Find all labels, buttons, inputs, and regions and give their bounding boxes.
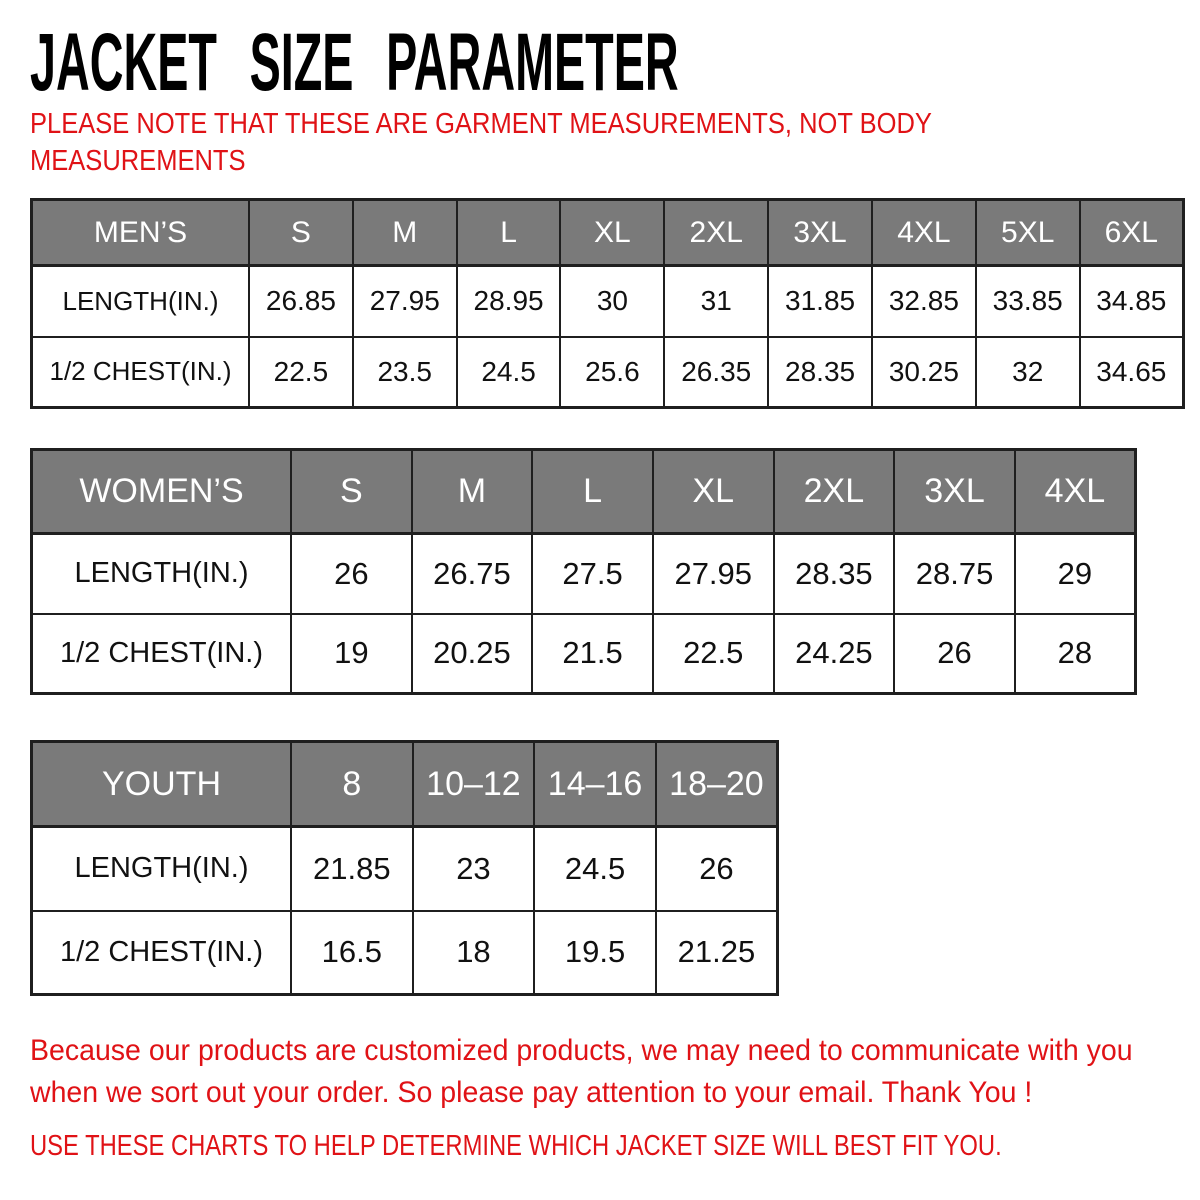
size-header-cell: 6XL: [1080, 200, 1184, 266]
measurement-label-cell: 1/2 CHEST(IN.): [32, 911, 292, 995]
measurement-value-cell: 32.85: [872, 266, 976, 337]
size-header-cell: 5XL: [976, 200, 1080, 266]
measurement-value-cell: 21.85: [291, 827, 413, 911]
measurement-value-cell: 26.75: [412, 534, 533, 614]
garment-note-line-1: PLEASE NOTE THAT THESE ARE GARMENT MEASUREMENTS, NOT BODY: [30, 108, 932, 140]
youth-size-table: [30, 740, 779, 996]
customization-notice-line-1: Because our products are customized products, we may need to communicate with you: [30, 1034, 1133, 1067]
measurement-label-cell: 1/2 CHEST(IN.): [32, 337, 250, 408]
size-header-cell: S: [249, 200, 353, 266]
measurement-value-cell: 20.25: [412, 614, 533, 694]
table-row: [32, 266, 1184, 337]
measurement-value-cell: 26.85: [249, 266, 353, 337]
size-header-cell: M: [353, 200, 457, 266]
size-header-cell: L: [457, 200, 561, 266]
measurement-value-cell: 23.5: [353, 337, 457, 408]
measurement-value-cell: 24.25: [774, 614, 895, 694]
size-header-cell: M: [412, 450, 533, 534]
size-header-cell: 3XL: [768, 200, 872, 266]
size-header-cell: 10–12: [413, 742, 535, 827]
measurement-value-cell: 25.6: [560, 337, 664, 408]
measurement-value-cell: 29: [1015, 534, 1136, 614]
size-header-cell: 4XL: [872, 200, 976, 266]
measurement-value-cell: 26.35: [664, 337, 768, 408]
measurement-label-cell: 1/2 CHEST(IN.): [32, 614, 292, 694]
table-title-cell: MEN’S: [32, 200, 250, 266]
page-title: JACKET SIZE PARAMETER: [30, 17, 679, 108]
womens-size-table: [30, 448, 1137, 695]
size-header-cell: L: [532, 450, 653, 534]
table-row: [32, 337, 1184, 408]
measurement-value-cell: 33.85: [976, 266, 1080, 337]
measurement-value-cell: 21.25: [656, 911, 778, 995]
measurement-value-cell: 19.5: [534, 911, 656, 995]
measurement-value-cell: 34.65: [1080, 337, 1184, 408]
table-header-row: [32, 200, 1184, 266]
size-header-cell: 2XL: [774, 450, 895, 534]
measurement-value-cell: 30: [560, 266, 664, 337]
measurement-value-cell: 28.35: [774, 534, 895, 614]
table-row: [32, 911, 778, 995]
measurement-value-cell: 32: [976, 337, 1080, 408]
measurement-value-cell: 30.25: [872, 337, 976, 408]
measurement-value-cell: 18: [413, 911, 535, 995]
fit-advice-text: USE THESE CHARTS TO HELP DETERMINE WHICH JACKET SIZE WILL BEST FIT YOU.: [30, 1130, 1002, 1162]
measurement-value-cell: 26: [894, 614, 1015, 694]
size-header-cell: 18–20: [656, 742, 778, 827]
measurement-value-cell: 34.85: [1080, 266, 1184, 337]
measurement-value-cell: 24.5: [457, 337, 561, 408]
measurement-value-cell: 31.85: [768, 266, 872, 337]
table-title-cell: YOUTH: [32, 742, 292, 827]
measurement-value-cell: 22.5: [653, 614, 774, 694]
table-header-row: [32, 742, 778, 827]
table-title-cell: WOMEN’S: [32, 450, 292, 534]
measurement-label-cell: LENGTH(IN.): [32, 266, 250, 337]
mens-size-table: [30, 198, 1185, 409]
customization-notice: [30, 1030, 1133, 1114]
measurement-value-cell: 27.95: [653, 534, 774, 614]
measurement-value-cell: 26: [656, 827, 778, 911]
measurement-value-cell: 16.5: [291, 911, 413, 995]
measurement-value-cell: 21.5: [532, 614, 653, 694]
customization-notice-line-2: when we sort out your order. So please pay attention to your email. Thank You !: [30, 1076, 1033, 1109]
table-row: [32, 614, 1136, 694]
size-header-cell: XL: [653, 450, 774, 534]
measurement-value-cell: 28.75: [894, 534, 1015, 614]
measurement-value-cell: 27.5: [532, 534, 653, 614]
measurement-value-cell: 22.5: [249, 337, 353, 408]
measurement-label-cell: LENGTH(IN.): [32, 534, 292, 614]
size-header-cell: 3XL: [894, 450, 1015, 534]
measurement-value-cell: 28.35: [768, 337, 872, 408]
size-header-cell: S: [291, 450, 412, 534]
garment-measurement-note: [30, 106, 932, 180]
garment-note-line-2: MEASUREMENTS: [30, 145, 246, 177]
size-header-cell: XL: [560, 200, 664, 266]
measurement-value-cell: 31: [664, 266, 768, 337]
size-header-cell: 2XL: [664, 200, 768, 266]
measurement-value-cell: 23: [413, 827, 535, 911]
table-header-row: [32, 450, 1136, 534]
table-row: [32, 827, 778, 911]
measurement-label-cell: LENGTH(IN.): [32, 827, 292, 911]
measurement-value-cell: 24.5: [534, 827, 656, 911]
measurement-value-cell: 19: [291, 614, 412, 694]
size-header-cell: 8: [291, 742, 413, 827]
measurement-value-cell: 26: [291, 534, 412, 614]
measurement-value-cell: 28: [1015, 614, 1136, 694]
table-row: [32, 534, 1136, 614]
measurement-value-cell: 27.95: [353, 266, 457, 337]
measurement-value-cell: 28.95: [457, 266, 561, 337]
size-header-cell: 4XL: [1015, 450, 1136, 534]
size-header-cell: 14–16: [534, 742, 656, 827]
